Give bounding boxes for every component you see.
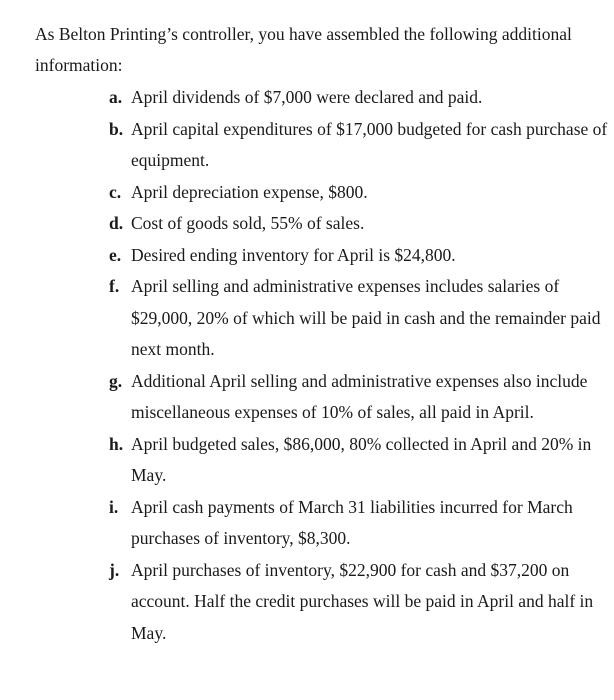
list-item xyxy=(0,177,614,209)
item-text: Desired ending inventory for April is $24,800. xyxy=(131,244,456,265)
list-item xyxy=(0,429,614,492)
list-item xyxy=(0,208,614,240)
list-item xyxy=(0,114,614,177)
item-marker: d. xyxy=(109,213,124,233)
item-marker: b. xyxy=(109,118,124,139)
item-marker: j. xyxy=(109,559,120,580)
list-item xyxy=(0,366,614,429)
item-marker: h. xyxy=(109,433,124,454)
list-item xyxy=(0,82,614,114)
item-marker: i. xyxy=(109,496,119,517)
intro-paragraph: As Belton Printing’s controller, you have assembled the following additional information: xyxy=(35,24,572,75)
item-text: April selling and administrative expenses includes salaries of $29,000, 20% of which will be paid in cash and the remainder paid next month. xyxy=(131,276,601,359)
item-text: April purchases of inventory, $22,900 for cash and $37,200 on account. Half the credit purchases will be paid in April and half in May. xyxy=(131,559,594,643)
item-marker: a. xyxy=(109,87,123,107)
item-marker: e. xyxy=(109,244,122,265)
item-marker: c. xyxy=(109,181,122,202)
list-item xyxy=(0,271,614,366)
item-text: Additional April selling and administrative expenses also include miscellaneous expenses of 10% of sales, all paid in April. xyxy=(131,370,588,422)
item-marker: f. xyxy=(109,276,120,296)
item-marker: g. xyxy=(109,370,123,391)
item-text: April depreciation expense, $800. xyxy=(131,181,368,202)
item-text: April cash payments of March 31 liabilities incurred for March purchases of inventory, $8,300. xyxy=(131,496,573,548)
item-text: April dividends of $7,000 were declared and paid. xyxy=(131,87,483,107)
list-item xyxy=(0,555,614,650)
list-item xyxy=(0,240,614,272)
item-text: Cost of goods sold, 55% of sales. xyxy=(131,213,365,233)
list-item xyxy=(0,492,614,555)
item-text: April budgeted sales, $86,000, 80% collected in April and 20% in May. xyxy=(131,433,592,485)
item-text: April capital expenditures of $17,000 budgeted for cash purchase of equipment. xyxy=(131,118,608,170)
information-list xyxy=(0,82,614,649)
